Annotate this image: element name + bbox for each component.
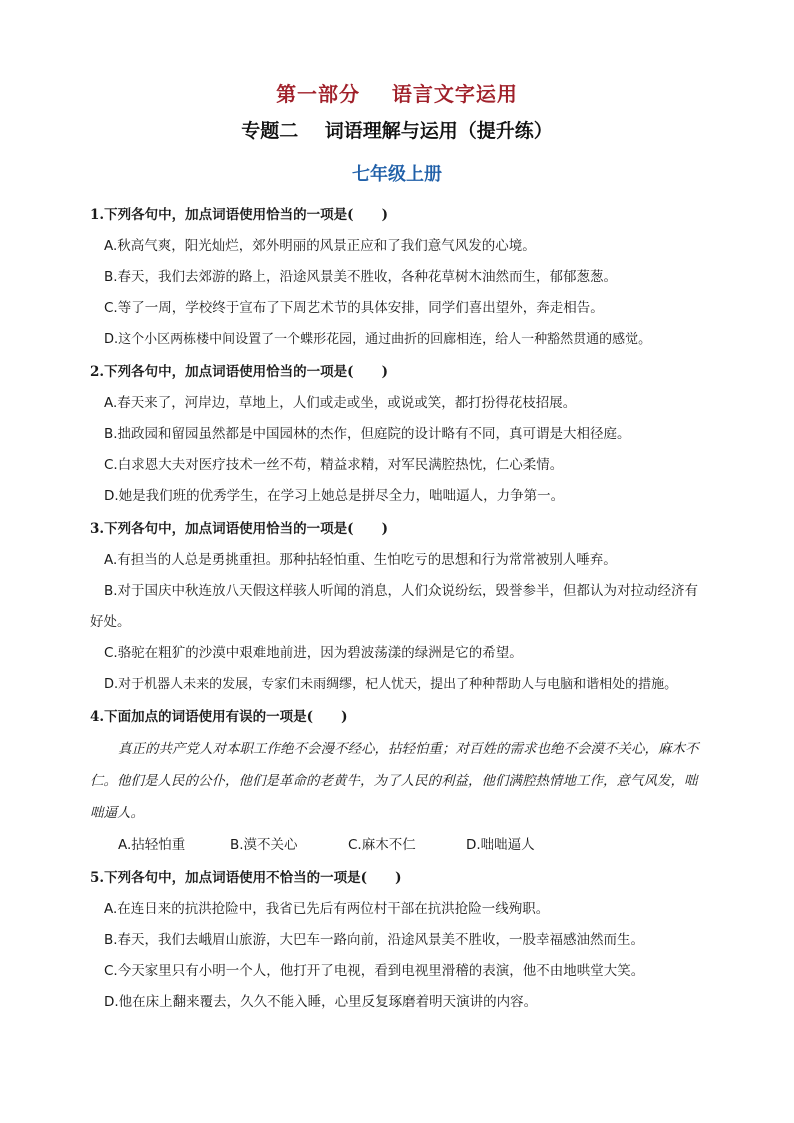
question-stem: 3.下列各句中，加点词语使用恰当的一项是( ) (90, 521, 389, 537)
question-stem: 5.下列各句中，加点词语使用不恰当的一项是( ) (90, 870, 402, 886)
grade-heading: 七年级上册 (352, 164, 442, 185)
choice-c: C.麻木不仁 (348, 837, 416, 853)
question-5 (90, 867, 710, 1018)
question-list (90, 198, 710, 1018)
option-b: B.对于国庆中秋连放八天假这样骇人听闻的消息，人们众说纷纭，毁誉参半，但都认为对拉动经济有好处。 (90, 583, 699, 630)
option-a: A.在连日来的抗洪抢险中，我省已先后有两位村干部在抗洪抢险一线殉职。 (104, 901, 550, 917)
option-b: B.春天，我们去郊游的路上，沿途风景美不胜收，各种花草树木油然而生，郁郁葱葱。 (104, 269, 618, 285)
question-2 (90, 361, 710, 512)
choice-b: B.漠不关心 (230, 837, 298, 853)
question-4 (90, 706, 710, 861)
question-1 (90, 204, 710, 355)
choice-d: D.咄咄逼人 (466, 837, 535, 853)
option-c: C.今天家里只有小明一个人，他打开了电视，看到电视里滑稽的表演，他不由地哄堂大笑。 (104, 963, 645, 979)
option-d: D.这个小区两栋楼中间设置了一个蝶形花园，通过曲折的回廊相连，给人一种豁然贯通的感觉。 (104, 332, 652, 347)
question-stem: 4.下面加点的词语使用有误的一项是( ) (90, 709, 348, 725)
question-3 (90, 518, 710, 700)
question-stem: 1.下列各句中，加点词语使用恰当的一项是( ) (90, 207, 389, 223)
page-title: 第一部分 语言文字运用 (276, 82, 518, 106)
choice-a: A.拈轻怕重 (118, 837, 186, 853)
option-b: B.春天，我们去峨眉山旅游，大巴车一路向前，沿途风景美不胜收，一股幸福感油然而生。 (104, 932, 645, 948)
option-a: A.春天来了，河岸边，草地上，人们或走或坐，或说或笑，都打扮得花枝招展。 (104, 395, 577, 411)
option-d: D.对于机器人未来的发展，专家们未雨绸缪，杞人忧天，提出了种种帮助人与电脑和谐相处的措施。 (104, 677, 678, 692)
option-a: A.有担当的人总是勇挑重担。那种拈轻怕重、生怕吃亏的思想和行为常常被别人唾弃。 (104, 552, 617, 568)
page-subtitle: 专题二 词语理解与运用（提升练） (241, 120, 553, 142)
question-stem: 2.下列各句中，加点词语使用恰当的一项是( ) (90, 364, 389, 380)
option-c: C.等了一周，学校终于宣布了下周艺术节的具体安排，同学们喜出望外，奔走相告。 (104, 300, 604, 316)
option-d: D.她是我们班的优秀学生，在学习上她总是拼尽全力，咄咄逼人，力争第一。 (104, 488, 565, 504)
choice-row (90, 829, 710, 861)
option-b: B.拙政园和留园虽然都是中国园林的杰作，但庭院的设计略有不同，真可谓是大相径庭。 (104, 426, 631, 442)
option-d: D.他在床上翻来覆去，久久不能入睡，心里反复琢磨着明天演讲的内容。 (104, 994, 538, 1010)
option-a: A.秋高气爽，阳光灿烂，郊外明丽的风景正应和了我们意气风发的心境。 (104, 238, 536, 254)
option-c: C.白求恩大夫对医疗技术一丝不苟，精益求精，对军民满腔热忱，仁心柔情。 (104, 457, 564, 473)
reading-passage: 真正的共产党人对本职工作绝不会漫不经心，拈轻怕重；对百姓的需求也绝不会漠不关心，麻木不仁。他们是人民的公仆，他们是革命的老黄牛，为了人民的利益，他们满腔热情地工作，意气风发，咄咄逼人。 (90, 741, 699, 821)
option-c: C.骆驼在粗犷的沙漠中艰难地前进，因为碧波荡漾的绿洲是它的希望。 (104, 645, 523, 661)
